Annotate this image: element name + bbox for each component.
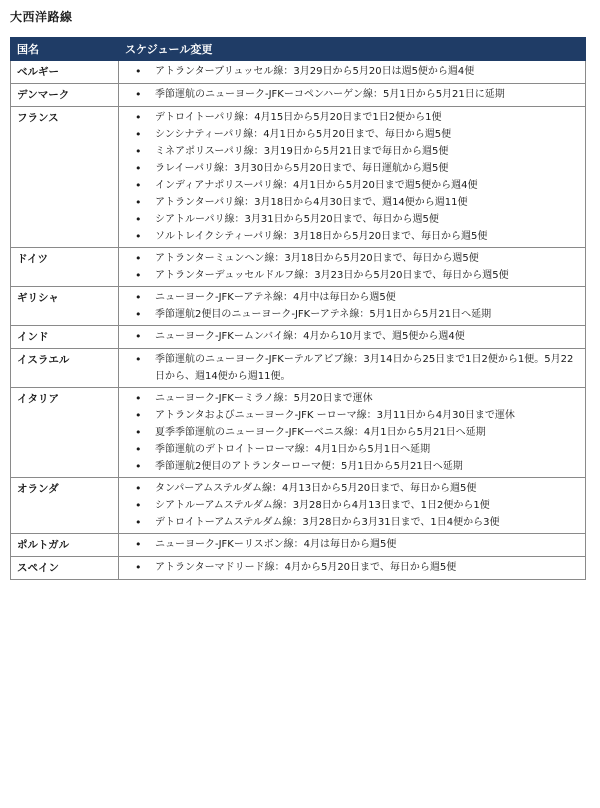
schedule-cell — [119, 84, 586, 107]
schedule-list — [125, 250, 579, 284]
list-item: • ニューヨーク-JFKーミラノ線：5月20日まで運休 — [125, 390, 579, 407]
table-body — [11, 61, 586, 580]
list-item: • アトランターデュッセルドルフ線：3月23日から5月20日まで、毎日から週5便 — [125, 267, 579, 284]
list-item: • アトランターマドリード線：4月から5月20日まで、毎日から週5便 — [125, 559, 579, 576]
list-item: • デトロイトーパリ線：4月15日から5月20日まで1日2便から1便 — [125, 109, 579, 126]
list-item: • アトランタおよびニューヨーク-JFK ーローマ線：3月11日から4月30日まで運休 — [125, 407, 579, 424]
table-row — [11, 534, 586, 557]
country-cell: フランス — [11, 107, 119, 248]
schedule-list — [125, 390, 579, 475]
list-item: • ラレイーパリ線：3月30日から5月20日まで、毎日運航から週5便 — [125, 160, 579, 177]
header-schedule: スケジュール変更 — [119, 38, 586, 61]
list-item: • タンパーアムステルダム線：4月13日から5月20日まで、毎日から週5便 — [125, 480, 579, 497]
country-cell: ポルトガル — [11, 534, 119, 557]
table-row — [11, 61, 586, 84]
country-cell: スペイン — [11, 557, 119, 580]
list-item: • シンシナティーパリ線：4月1日から5月20日まで、毎日から週5便 — [125, 126, 579, 143]
schedule-cell — [119, 326, 586, 349]
schedule-cell — [119, 388, 586, 478]
list-item: • 夏季季節運航のニューヨーク-JFKーベニス線：4月1日から5月21日へ延期 — [125, 424, 579, 441]
schedule-list — [125, 328, 579, 345]
list-item: • シアトルーパリ線：3月31日から5月20日まで、毎日から週5便 — [125, 211, 579, 228]
schedule-cell — [119, 534, 586, 557]
page-title: 大西洋路線 — [10, 10, 73, 24]
schedule-cell — [119, 349, 586, 388]
schedule-list — [125, 109, 579, 245]
table-row — [11, 84, 586, 107]
schedule-cell — [119, 557, 586, 580]
list-item: • ニューヨーク-JFKーリスボン線：4月は毎日から週5便 — [125, 536, 579, 553]
country-cell: イスラエル — [11, 349, 119, 388]
list-item: • アトランターミュンヘン線：3月18日から5月20日まで、毎日から週5便 — [125, 250, 579, 267]
schedule-list — [125, 536, 579, 553]
schedule-cell — [119, 248, 586, 287]
list-item: • インディアナポリスーパリ線：4月1日から5月20日まで週5便から週4便 — [125, 177, 579, 194]
list-item: • アトランターパリ線：3月18日から4月30日まで、週14便から週11便 — [125, 194, 579, 211]
schedule-cell — [119, 287, 586, 326]
table-row — [11, 349, 586, 388]
list-item: • 季節運航2便目のアトランターローマ便：5月1日から5月21日へ延期 — [125, 458, 579, 475]
country-cell: ベルギー — [11, 61, 119, 84]
schedule-cell — [119, 478, 586, 534]
list-item: • 季節運航のニューヨーク-JFKーコペンハーゲン線：5月1日から5月21日に延期 — [125, 86, 579, 103]
table-row — [11, 557, 586, 580]
schedule-list — [125, 351, 579, 385]
country-cell: オランダ — [11, 478, 119, 534]
table-row — [11, 287, 586, 326]
schedule-list — [125, 480, 579, 531]
table-row — [11, 478, 586, 534]
schedule-list — [125, 86, 579, 103]
list-item: • 季節運航のニューヨーク-JFKーテルアビブ線：3月14日から25日まで1日2便から1便。5月22日から、週14便から週11便。 — [125, 351, 579, 385]
list-item: • ソルトレイクシティーパリ線：3月18日から5月20日まで、毎日から週5便 — [125, 228, 579, 245]
list-item: • ニューヨーク-JFKームンバイ線：4月から10月まで、週5便から週4便 — [125, 328, 579, 345]
table-header-row — [11, 38, 586, 61]
list-item: • ミネアポリスーパリ線：3月19日から5月21日まで毎日から週5便 — [125, 143, 579, 160]
schedule-list — [125, 559, 579, 576]
country-cell: イタリア — [11, 388, 119, 478]
country-cell: ドイツ — [11, 248, 119, 287]
list-item: • アトランターブリュッセル線：3月29日から5月20日は週5便から週4便 — [125, 63, 579, 80]
list-item: • 季節運航2便目のニューヨーク-JFKーアテネ線：5月1日から5月21日へ延期 — [125, 306, 579, 323]
schedule-list — [125, 63, 579, 80]
list-item: • シアトルーアムステルダム線：3月28日から4月13日まで、1日2便から1便 — [125, 497, 579, 514]
table-row — [11, 326, 586, 349]
list-item: • デトロイトーアムステルダム線：3月28日から3月31日まで、1日4便から3便 — [125, 514, 579, 531]
list-item: • ニューヨーク-JFKーアテネ線：4月中は毎日から週5便 — [125, 289, 579, 306]
table-row — [11, 248, 586, 287]
list-item: • 季節運航のデトロイトーローマ線：4月1日から5月1日へ延期 — [125, 441, 579, 458]
country-cell: デンマーク — [11, 84, 119, 107]
schedule-list — [125, 289, 579, 323]
country-cell: インド — [11, 326, 119, 349]
table-row — [11, 107, 586, 248]
table-row — [11, 388, 586, 478]
schedule-table — [10, 37, 586, 580]
schedule-cell — [119, 61, 586, 84]
schedule-cell — [119, 107, 586, 248]
header-country: 国名 — [11, 38, 119, 61]
country-cell: ギリシャ — [11, 287, 119, 326]
